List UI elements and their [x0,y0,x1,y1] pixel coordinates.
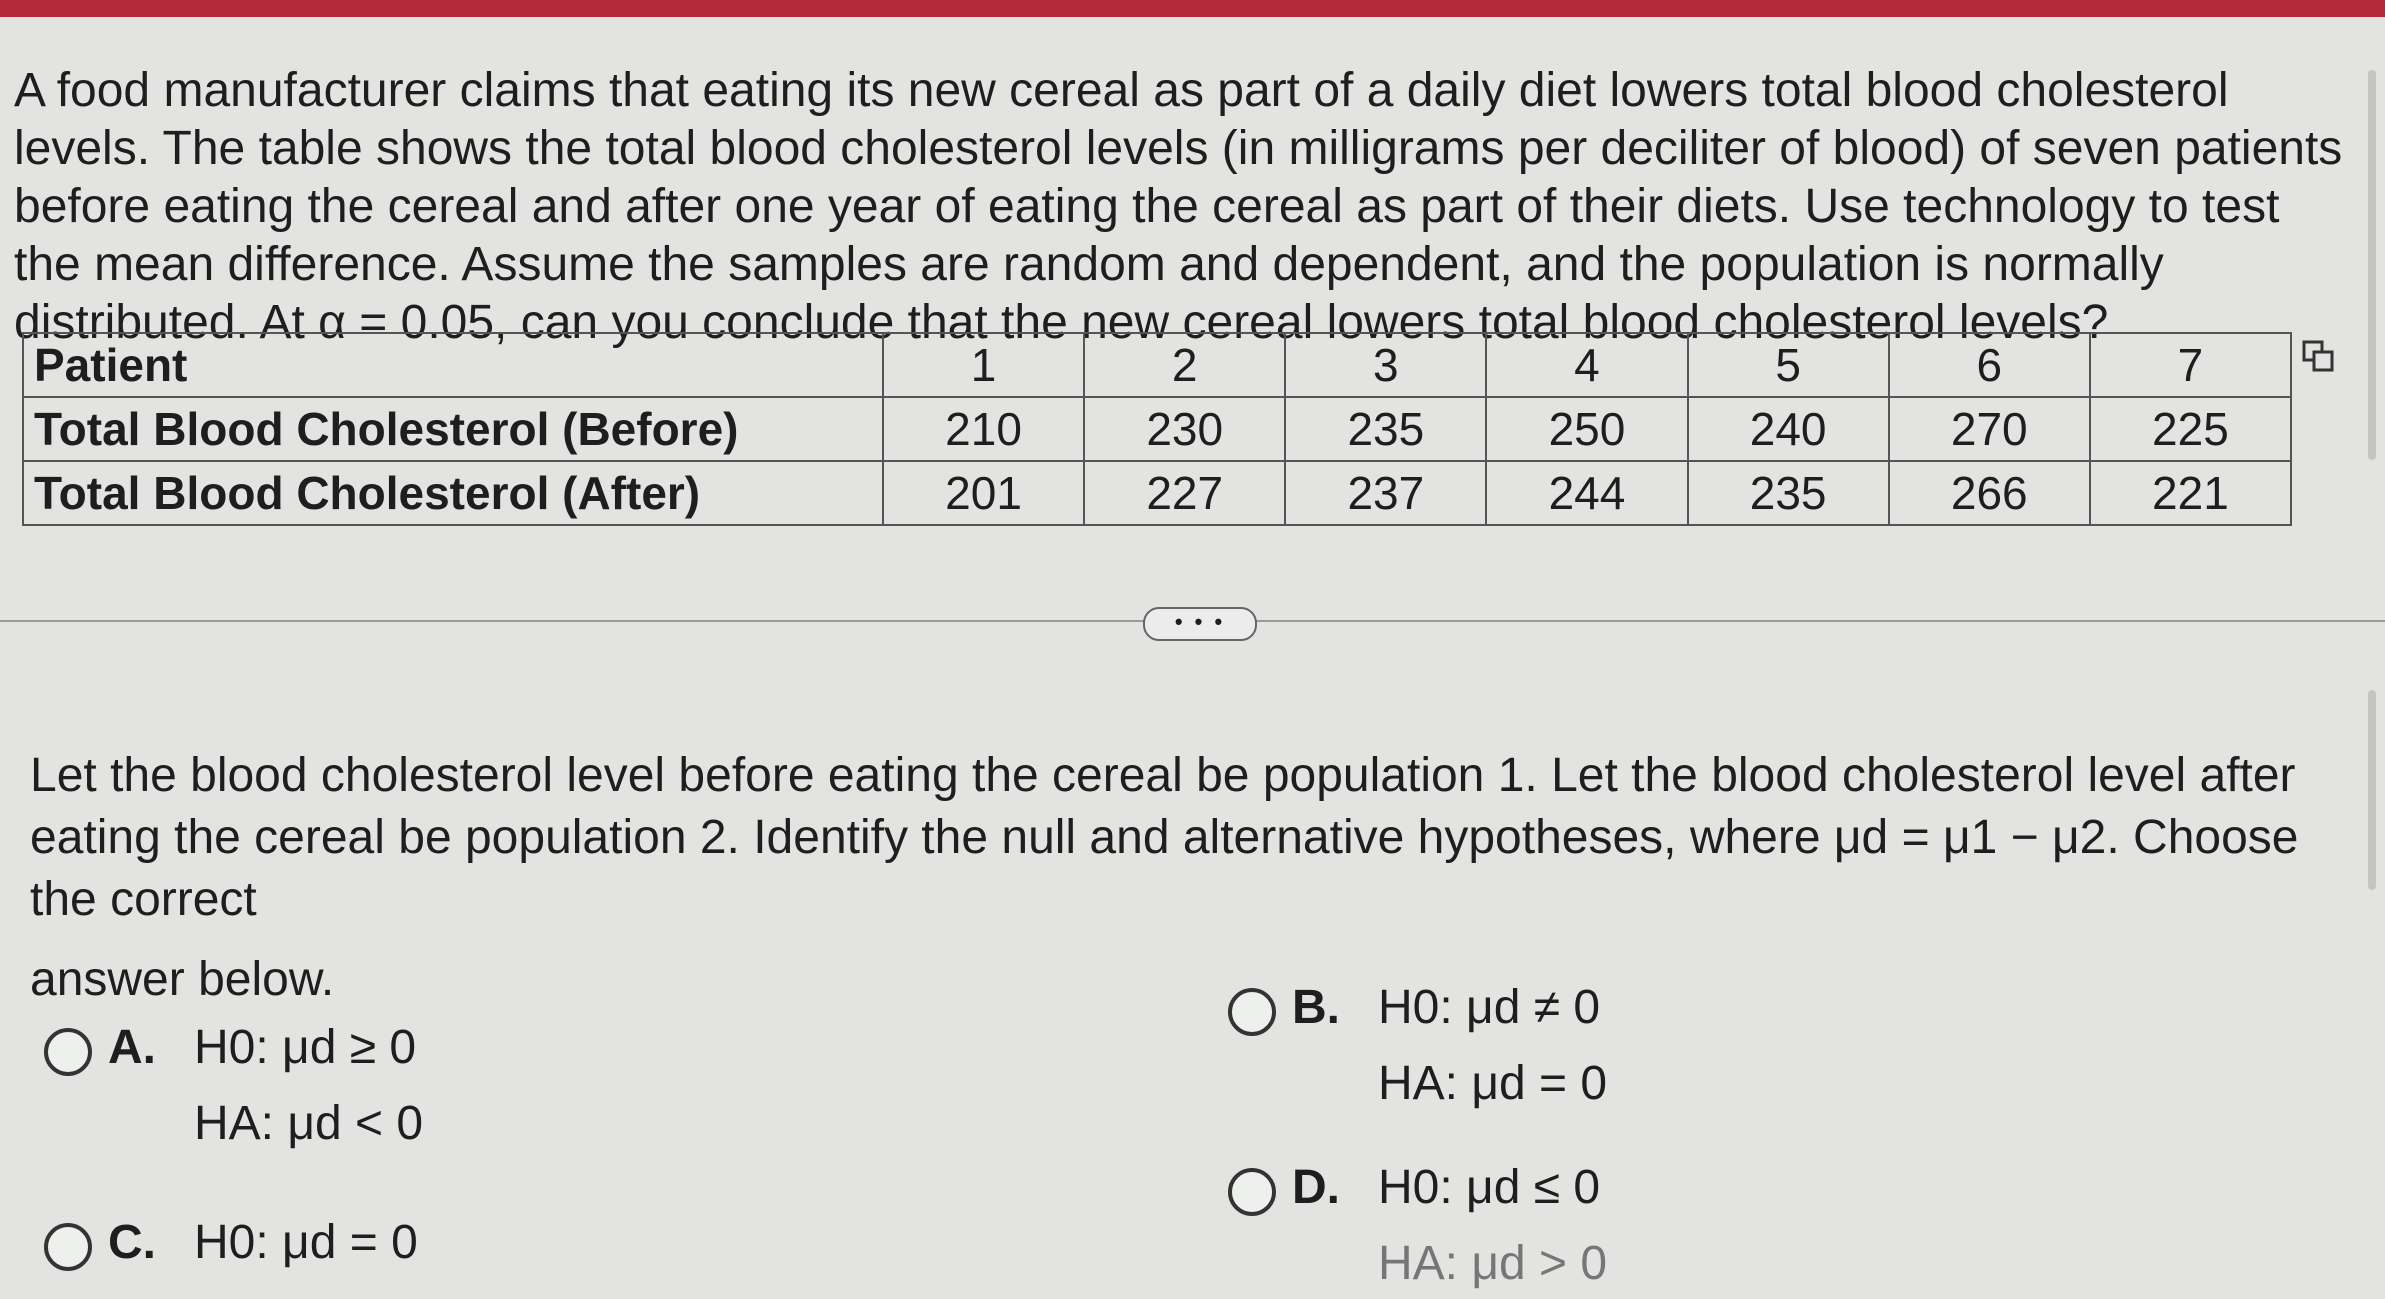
option-content [1378,1150,1607,1299]
option-d[interactable] [1228,1150,1928,1299]
problem-statement: A food manufacturer claims that eating its new cereal as part of a daily diet lowers total blood cholesterol levels. The table shows the total blood cholesterol levels (in milligrams per deciliter of blood) of seven patients before eating the cereal and after one year of eating the cereal as part of their diets. Use technology to test the mean difference. Assume the samples are random and dependent, and the population is normally distributed. At α = 0.05, can you conclude that the new cereal lowers total blood cholesterol levels? [14,64,2343,349]
null-hypothesis: H0: μd ≤ 0 [1378,1161,1601,1214]
option-b[interactable] [1228,970,1928,1130]
table-header-row [23,333,2291,397]
table-header-cell: 2 [1084,333,1285,397]
table-header-cell: 3 [1285,333,1486,397]
scrollbar-bottom[interactable] [2368,690,2376,890]
option-letter: A. [108,1021,156,1074]
table-cell: 210 [883,397,1084,461]
scrollbar-top[interactable] [2368,70,2376,460]
table-row [23,461,2291,525]
table-cell: 250 [1486,397,1687,461]
radio-button[interactable] [1228,1168,1276,1216]
null-hypothesis: H0: μd = 0 [194,1216,418,1269]
table-row [23,397,2291,461]
option-a[interactable] [44,1010,744,1170]
alternative-hypothesis: HA: μd < 0 [194,1097,424,1150]
alternative-hypothesis: HA: μd = 0 [1378,1057,1608,1110]
table-header-cell: 7 [2090,333,2291,397]
table-header-cell: 1 [883,333,1084,397]
row-label: Total Blood Cholesterol (Before) [23,397,883,461]
table-cell: 270 [1889,397,2090,461]
radio-button[interactable] [1228,988,1276,1036]
table-cell: 237 [1285,461,1486,525]
table-header-label: Patient [23,333,883,397]
option-content [194,1205,418,1281]
option-content [1378,970,1607,1122]
option-c[interactable] [44,1205,744,1285]
alternative-hypothesis: HA: μd > 0 [1378,1237,1608,1290]
option-letter: D. [1292,1161,1340,1214]
cholesterol-table [22,332,2292,526]
table-header-cell: 4 [1486,333,1687,397]
table-cell: 266 [1889,461,2090,525]
table-cell: 221 [2090,461,2291,525]
null-hypothesis: H0: μd ≠ 0 [1378,981,1601,1034]
table-header-cell: 5 [1688,333,1889,397]
more-button[interactable]: • • • [1143,607,1257,641]
table-cell: 235 [1688,461,1889,525]
table-header-cell: 6 [1889,333,2090,397]
table-cell: 240 [1688,397,1889,461]
radio-button[interactable] [44,1028,92,1076]
table-cell: 201 [883,461,1084,525]
option-content [194,1010,423,1162]
table-cell: 230 [1084,397,1285,461]
copy-icon-graphic [2300,338,2336,374]
copy-icon[interactable] [2300,338,2336,374]
radio-button[interactable] [44,1223,92,1271]
top-bar [0,0,2385,17]
table-cell: 244 [1486,461,1687,525]
question-prompt [30,745,2330,1011]
table-cell: 227 [1084,461,1285,525]
row-label: Total Blood Cholesterol (After) [23,461,883,525]
question-text: Let the blood cholesterol level before eating the cereal be population 1. Let the blood cholesterol level after eating the cereal be population 2. Identify the null and alternative hypotheses, where μd = μ1 − μ2. Choose the correct [30,749,2299,926]
option-letter: C. [108,1216,156,1269]
option-letter: B. [1292,981,1340,1034]
null-hypothesis: H0: μd ≥ 0 [194,1021,417,1074]
table-cell: 235 [1285,397,1486,461]
answer-prompt: answer below. [30,953,335,1006]
table-cell: 225 [2090,397,2291,461]
